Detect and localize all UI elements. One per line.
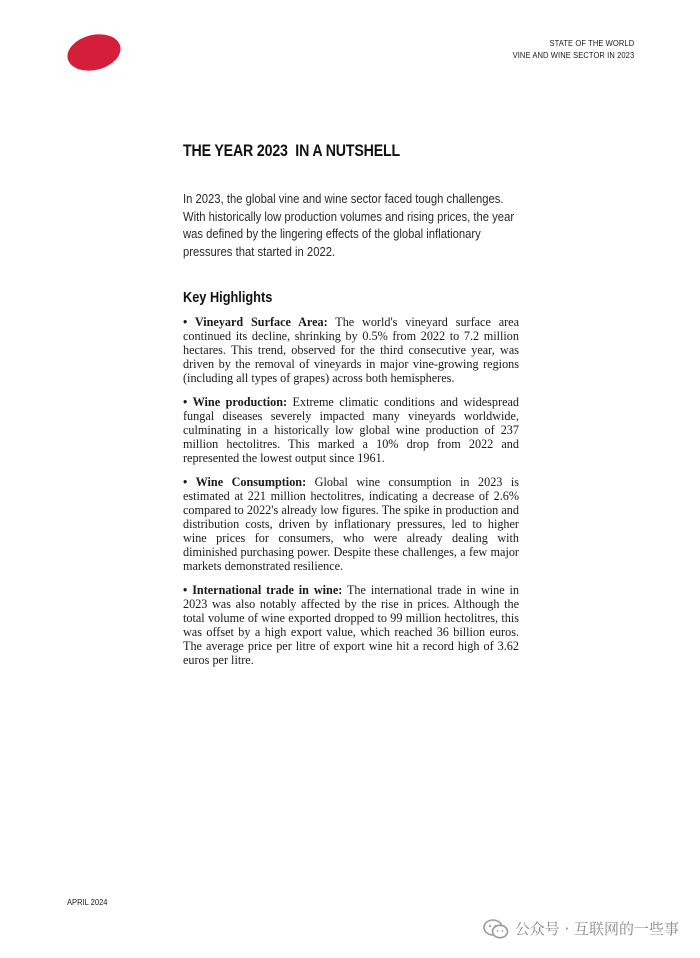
- highlights-list: [183, 315, 519, 677]
- highlight-wine-consumption: [183, 475, 519, 574]
- header-line-1: STATE OF THE WORLD: [549, 38, 634, 48]
- highlight-label: • Wine production:: [183, 394, 288, 409]
- highlight-vineyard-surface: [183, 315, 519, 385]
- highlight-label: • Vineyard Surface Area:: [183, 315, 328, 329]
- header-line-2: VINE AND WINE SECTOR IN 2023: [512, 49, 634, 60]
- highlight-label: • International trade in wine:: [183, 582, 343, 597]
- highlight-text: The world's vineyard surface area continued its decline, shrinking by 0.5% from 2022 to 7.2 million hectares. This trend, observed for the third consecutive year, was driven by the removal of vineyards in major vine-growing regions (including all types of grapes) across both hemispheres.: [183, 315, 519, 386]
- page-title: THE YEAR 2023 IN A NUTSHELL: [183, 142, 401, 160]
- key-highlights-heading: Key Highlights: [183, 290, 273, 306]
- highlight-text: Global wine consumption in 2023 is estimated at 221 million hectolitres, indicating a decrease of 2.6% compared to 2022's already low figures. The spike in production and distribution costs, driven by inflationary pressures, led to higher wine prices for consumers, who were already dealing with diminished purchasing power. Despite these challenges, a few major markets demonstrated resilience.: [183, 474, 520, 574]
- highlight-text: The international trade in wine in 2023 was also notably affected by the rise in prices. Although the total volume of wine exported dropped to 99 million hectolitres, this was offset by a high export value, which reached 36 billion euros. The average price per litre of export wine hit a record high of 3.62 euros per litre.: [183, 582, 520, 668]
- document-header: [512, 38, 634, 61]
- highlight-wine-production: [183, 395, 519, 465]
- footer-date: APRIL 2024: [67, 897, 108, 907]
- wechat-icon: [483, 919, 509, 939]
- highlight-international-trade: [183, 583, 519, 668]
- watermark: [483, 918, 679, 939]
- watermark-text: 公众号 · 互联网的一些事: [514, 920, 679, 938]
- intro-paragraph: In 2023, the global vine and wine sector faced tough challenges. With historically low production volumes and rising prices, the year was defined by the lingering effects of the global inflationary pressures that started in 2022.: [183, 191, 515, 259]
- oiv-logo: [64, 29, 125, 76]
- highlight-label: • Wine Consumption:: [183, 474, 307, 489]
- highlight-text: Extreme climatic conditions and widespread fungal diseases severely impacted many vineyards worldwide, culminating in a historically low global wine production of 237 million hectolitres. This marked a 10% drop from 2022 and represented the lowest output since 1961.: [183, 394, 519, 466]
